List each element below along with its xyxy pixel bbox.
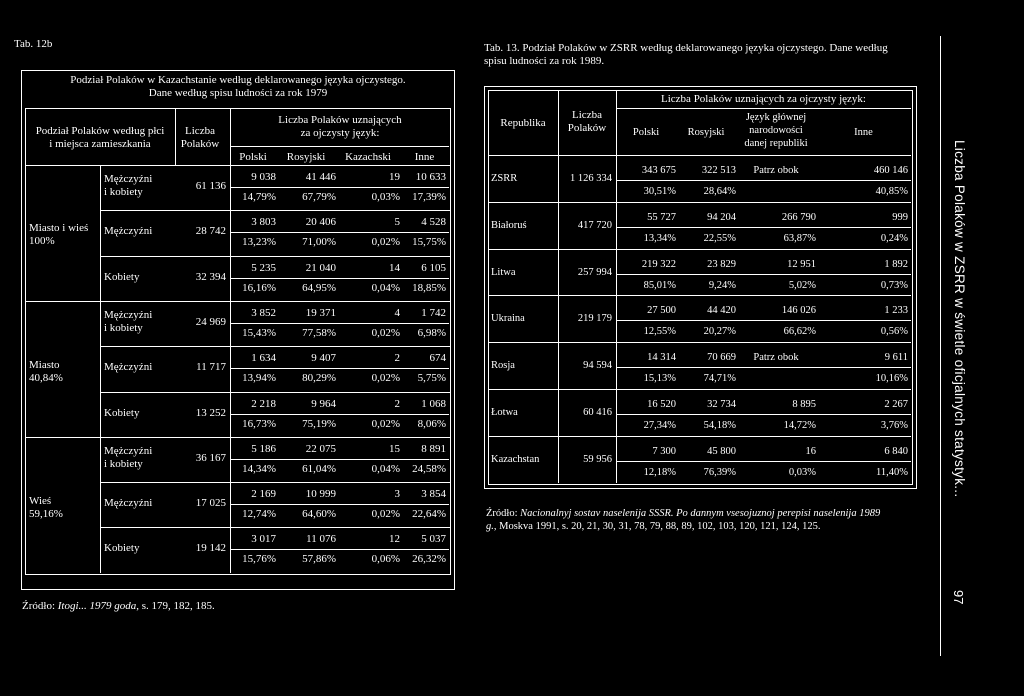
right-row-3-republic: Ukraina — [491, 313, 525, 325]
right-row-4-pct-1: 74,71% — [703, 373, 736, 385]
left-row-6-num-3: 8 891 — [421, 442, 446, 455]
right-row-4-pct-0: 15,13% — [643, 373, 676, 385]
left-row-3-pct-1: 77,58% — [302, 326, 336, 339]
left-row-1-count: 28 742 — [195, 225, 226, 238]
right-header-lang-2-line1: narodowości — [749, 125, 803, 136]
right-header-lang-1-line0: Rosyjski — [687, 127, 725, 138]
left-row-8-pct-2: 0,06% — [371, 553, 400, 566]
right-row-0-num-0: 343 675 — [641, 165, 676, 176]
right-row-6-num-2: 16 — [805, 445, 816, 457]
right-row-5-pct-3: 3,76% — [880, 420, 908, 431]
left-row-3-num-2: 4 — [394, 306, 400, 319]
left-source-italic: Itogi... 1979 goda — [57, 600, 137, 612]
right-header-lang-0-line0: Polski — [632, 127, 660, 138]
right-row-6-pct-3: 11,40% — [876, 466, 908, 478]
left-row-4-num-2: 2 — [394, 352, 400, 365]
right-source-note — [486, 507, 880, 533]
left-row-7-sex — [104, 497, 152, 510]
left-row-5-num-0: 2 218 — [251, 397, 276, 410]
left-row-3-pct-0: 15,43% — [242, 326, 276, 339]
left-row-0-num-3: 10 633 — [415, 171, 446, 183]
left-row-mid-5 — [230, 414, 449, 415]
left-row-3-sex-line0: Mężczyźni — [104, 308, 153, 321]
left-row-8-num-3: 5 037 — [421, 533, 446, 546]
left-tab-label: Tab. 12b — [14, 38, 53, 50]
left-row-2-num-2: 14 — [389, 261, 400, 274]
left-header-group-line2: za ojczysty język: — [300, 127, 380, 139]
right-row-5-count: 60 416 — [583, 407, 612, 418]
right-row-1-num-1: 94 204 — [707, 211, 736, 223]
side-divider — [940, 36, 941, 656]
right-row-3-pct-2: 66,62% — [783, 326, 816, 338]
left-row-2-sex-line0: Kobiety — [104, 270, 140, 283]
right-row-6-pct-1: 76,39% — [703, 466, 736, 478]
right-row-1-pct-3: 0,24% — [880, 232, 908, 244]
left-row-sep-0 — [100, 210, 450, 211]
left-header-group-line1: Liczba Polaków uznających — [278, 114, 402, 126]
right-row-3-num-0: 27 500 — [647, 305, 676, 317]
left-row-5-sex-line0: Kobiety — [104, 406, 140, 419]
left-row-5-pct-1: 75,19% — [302, 417, 336, 430]
left-row-4-count: 11 717 — [196, 361, 226, 374]
right-header-lang-2-line0: Język głównej — [745, 112, 807, 123]
left-row-7-pct-0: 12,74% — [242, 508, 276, 521]
left-row-1-pct-0: 13,23% — [242, 236, 276, 249]
left-row-7-pct-2: 0,02% — [371, 508, 400, 521]
right-row-sep-5 — [488, 436, 911, 437]
right-row-1-republic: Białoruś — [491, 219, 527, 231]
left-row-sep-1 — [100, 256, 450, 257]
left-header-lang-2: Kazachski — [345, 151, 391, 163]
left-row-2-pct-1: 64,95% — [302, 281, 336, 294]
right-row-sep-0 — [488, 202, 911, 203]
left-row-6-num-0: 5 186 — [251, 442, 276, 455]
right-header-col1: Republika — [500, 117, 546, 129]
left-residence-2 — [29, 495, 63, 521]
left-row-8-num-1: 11 076 — [306, 533, 336, 546]
right-header-col2-line1: Liczba — [572, 109, 602, 121]
left-row-mid-8 — [230, 549, 449, 550]
left-title-line-2: Dane według spisu ludności za rok 1979 — [148, 87, 328, 99]
right-row-6-pct-0: 12,18% — [643, 466, 676, 478]
left-residence-1-line1: Miasto — [29, 359, 60, 371]
left-row-7-count: 17 025 — [195, 497, 226, 510]
left-row-4-num-0: 1 634 — [251, 352, 276, 365]
right-row-mid-3 — [616, 320, 911, 321]
right-source-italic-2: g. — [486, 521, 494, 532]
left-row-4-sex — [104, 361, 152, 374]
left-row-7-num-1: 10 999 — [305, 488, 336, 501]
left-row-7-num-3: 3 854 — [421, 488, 446, 501]
left-residence-0-line1: Miasto i wieś — [29, 222, 89, 234]
left-row-4-num-1: 9 407 — [311, 352, 336, 365]
left-header-lang-3: Inne — [414, 151, 435, 163]
left-row-8-num-2: 12 — [389, 533, 400, 546]
left-title-line-1: Podział Polaków w Kazachstanie według deklarowanego języka ojczystego. — [70, 74, 406, 86]
left-row-0-count: 61 136 — [195, 180, 226, 192]
running-head-vertical: Liczba Polaków w ZSRR w świetle oficjalnych statystyk... — [952, 140, 967, 498]
right-row-0-num-1: 322 513 — [701, 165, 736, 176]
right-row-sep-1 — [488, 249, 911, 250]
right-row-2-pct-2: 5,02% — [788, 279, 816, 291]
left-row-6-pct-0: 14,34% — [242, 462, 276, 475]
left-row-6-pct-3: 24,58% — [412, 462, 446, 475]
left-row-7-num-0: 2 169 — [251, 488, 276, 501]
left-row-1-num-3: 4 528 — [421, 216, 446, 229]
right-row-sep-3 — [488, 342, 911, 343]
left-row-7-sex-line0: Mężczyźni — [104, 497, 153, 510]
left-row-1-pct-2: 0,02% — [371, 236, 400, 249]
right-source-italic-1: Nacionalnyj sostav naselenija SSSR. Po dannym vsesojuznoj perepisi naselenija 1989 — [520, 508, 881, 519]
left-row-3-sex-line1: i kobiety — [104, 321, 143, 334]
right-row-1-num-0: 55 727 — [647, 211, 676, 223]
left-row-1-pct-3: 15,75% — [412, 236, 446, 249]
right-title-line-2: spisu ludności za rok 1989. — [484, 55, 605, 67]
right-row-2-num-0: 219 322 — [641, 258, 676, 270]
left-row-mid-3 — [230, 323, 449, 324]
right-source-prefix: Źródło: — [486, 508, 521, 519]
right-header-group: Liczba Polaków uznających za ojczysty język: — [661, 93, 866, 105]
right-row-3-count: 219 179 — [577, 313, 612, 325]
left-row-mid-4 — [230, 368, 449, 369]
right-row-4-num-1: 70 669 — [707, 352, 736, 364]
left-row-3-num-0: 3 852 — [251, 306, 276, 319]
right-row-sep-2 — [488, 295, 911, 296]
right-source-rest: , Moskva 1991, s. 20, 21, 30, 31, 78, 79, 88, 89, 102, 103, 120, 121, 124, 125. — [493, 521, 821, 532]
right-header-lang-2-line2: danej republiki — [744, 138, 808, 149]
left-row-5-num-1: 9 964 — [311, 397, 336, 410]
right-row-3-pct-0: 12,55% — [643, 326, 676, 338]
right-row-5-num-0: 16 520 — [647, 399, 676, 410]
left-row-5-sex — [104, 407, 139, 420]
left-row-0-pct-0: 14,79% — [242, 191, 276, 203]
right-source-line-2 — [486, 520, 880, 533]
left-row-5-count: 13 252 — [195, 406, 226, 419]
right-row-4-pct-3: 10,16% — [875, 373, 908, 385]
page-number: 97 — [951, 590, 966, 605]
right-row-1-num-2: 266 790 — [781, 211, 816, 223]
right-row-sep-4 — [488, 389, 911, 390]
right-row-5-republic: Łotwa — [491, 407, 518, 418]
right-header-col2-line2: Polaków — [567, 122, 607, 134]
left-header-col2 — [175, 125, 225, 151]
left-row-0-sex-line1: i kobiety — [104, 186, 143, 198]
left-row-2-pct-3: 18,85% — [412, 281, 446, 294]
right-row-6-republic: Kazachstan — [491, 453, 540, 465]
left-residence-0 — [29, 222, 88, 248]
left-header-col1 — [25, 125, 175, 151]
right-row-1-num-3: 999 — [892, 211, 908, 223]
left-row-0-num-1: 41 446 — [305, 171, 336, 183]
left-row-8-pct-3: 26,32% — [412, 553, 446, 566]
left-row-5-num-2: 2 — [394, 397, 400, 410]
right-row-2-pct-3: 0,73% — [880, 279, 908, 291]
right-row-6-num-1: 45 800 — [707, 445, 736, 457]
left-row-6-num-2: 15 — [389, 442, 400, 455]
left-table-title — [21, 74, 455, 100]
right-row-2-pct-0: 85,01% — [643, 279, 676, 291]
left-header-col1-line1: Podział Polaków według płci — [35, 125, 165, 137]
right-source-line-1 — [486, 507, 880, 520]
left-row-6-num-1: 22 075 — [305, 442, 336, 455]
right-row-4-num-0: 14 314 — [647, 352, 676, 364]
left-row-6-pct-1: 61,04% — [302, 462, 336, 475]
left-source-rest: , s. 179, 182, 185. — [136, 600, 215, 612]
right-row-0-republic: ZSRR — [491, 173, 518, 184]
right-row-6-num-0: 7 300 — [652, 445, 676, 457]
left-row-3-count: 24 969 — [195, 315, 226, 328]
left-row-1-num-1: 20 406 — [305, 216, 336, 229]
left-row-4-num-3: 674 — [429, 352, 446, 365]
left-row-6-sex-line0: Mężczyźni — [104, 444, 153, 457]
right-table-title — [484, 42, 888, 68]
right-row-6-count: 59 956 — [583, 453, 612, 465]
left-row-6-count: 36 167 — [195, 451, 226, 464]
left-row-6-pct-2: 0,04% — [371, 462, 400, 475]
left-row-0-pct-2: 0,03% — [371, 191, 400, 203]
left-residence-2-line1: Wieś — [29, 495, 52, 507]
left-row-8-num-0: 3 017 — [251, 533, 276, 546]
left-row-2-pct-0: 16,16% — [242, 281, 276, 294]
right-row-2-num-1: 23 829 — [707, 258, 736, 270]
right-row-5-pct-1: 54,18% — [703, 420, 736, 431]
right-row-2-republic: Litwa — [491, 266, 516, 278]
left-row-4-pct-3: 5,75% — [417, 372, 446, 385]
left-row-2-sex — [104, 271, 139, 284]
right-row-4-num-3: 9 611 — [884, 352, 908, 364]
right-row-1-count: 417 720 — [577, 219, 612, 231]
left-header-group — [230, 114, 450, 140]
left-row-mid-6 — [230, 459, 449, 460]
left-row-1-num-0: 3 803 — [251, 216, 276, 229]
left-row-5-num-3: 1 068 — [421, 397, 446, 410]
right-row-mid-6 — [616, 461, 911, 462]
left-row-3-num-3: 1 742 — [421, 306, 446, 319]
left-row-7-pct-1: 64,60% — [302, 508, 336, 521]
right-row-5-num-3: 2 267 — [884, 399, 908, 410]
right-header-lang-1 — [676, 126, 736, 139]
left-source-prefix: Źródło: — [22, 600, 58, 612]
left-header-col1-line2: i miejsca zamieszkania — [49, 138, 151, 150]
right-row-3-num-1: 44 420 — [707, 305, 736, 317]
left-row-0-pct-3: 17,39% — [412, 191, 446, 203]
right-row-1-pct-0: 13,34% — [643, 232, 676, 244]
left-header-col2-line2: Polaków — [180, 138, 220, 150]
right-row-2-num-2: 12 951 — [787, 258, 816, 270]
left-row-1-sex-line0: Mężczyźni — [104, 225, 153, 238]
left-row-mid-7 — [230, 504, 449, 505]
left-row-4-pct-2: 0,02% — [371, 372, 400, 385]
right-row-2-pct-1: 9,24% — [708, 279, 736, 291]
right-row-6-pct-2: 0,03% — [788, 466, 816, 478]
right-row-1-pct-2: 63,87% — [783, 232, 816, 244]
left-row-sep-7 — [100, 527, 450, 528]
left-row-7-num-2: 3 — [394, 488, 400, 501]
left-row-6-sex — [104, 445, 152, 471]
left-row-3-num-1: 19 371 — [305, 306, 336, 319]
left-row-0-sex — [104, 173, 152, 199]
left-row-1-sex — [104, 225, 152, 238]
right-header-lang-3 — [816, 126, 911, 139]
left-row-3-pct-3: 6,98% — [417, 326, 446, 339]
right-row-4-num-2: Patrz obok — [753, 352, 799, 364]
right-row-0-count: 1 126 334 — [570, 173, 612, 184]
left-row-8-pct-1: 57,86% — [302, 553, 336, 566]
left-row-8-pct-0: 15,76% — [242, 553, 276, 566]
right-row-mid-2 — [616, 274, 911, 275]
right-header-lang-3-line0: Inne — [854, 127, 873, 138]
left-row-3-sex — [104, 309, 152, 335]
left-residence-2-line2: 59,16% — [29, 508, 63, 520]
right-row-0-pct-3: 40,85% — [875, 186, 908, 197]
left-row-2-num-0: 5 235 — [251, 261, 276, 274]
left-row-1-pct-1: 71,00% — [302, 236, 336, 249]
right-row-mid-5 — [616, 414, 911, 415]
left-row-mid-1 — [230, 232, 449, 233]
left-row-0-num-2: 19 — [389, 171, 400, 183]
left-row-2-num-3: 6 105 — [421, 261, 446, 274]
right-row-mid-4 — [616, 367, 911, 368]
right-row-5-num-2: 8 895 — [792, 399, 816, 410]
right-row-mid-0 — [616, 180, 911, 181]
left-residence-1-line2: 40,84% — [29, 372, 63, 384]
left-row-sep-3 — [100, 346, 450, 347]
right-row-0-num-2: Patrz obok — [753, 165, 799, 176]
right-row-mid-1 — [616, 227, 911, 228]
right-row-5-num-1: 32 734 — [707, 399, 736, 410]
left-residence-0-line2: 100% — [29, 235, 55, 247]
right-row-3-pct-1: 20,27% — [703, 326, 736, 338]
left-residence-1 — [29, 359, 63, 385]
left-row-8-sex-line0: Kobiety — [104, 542, 140, 555]
left-row-1-num-2: 5 — [394, 216, 400, 229]
right-header-col2 — [558, 109, 616, 135]
left-row-mid-2 — [230, 278, 449, 279]
right-row-4-republic: Rosja — [491, 360, 515, 372]
left-row-8-count: 19 142 — [195, 542, 226, 555]
right-row-0-pct-1: 28,64% — [703, 186, 736, 197]
left-row-2-count: 32 394 — [195, 270, 226, 283]
right-row-3-pct-3: 0,56% — [880, 326, 908, 338]
right-row-0-pct-0: 30,51% — [643, 186, 676, 197]
right-row-1-pct-1: 22,55% — [703, 232, 736, 244]
left-row-6-sex-line1: i kobiety — [104, 457, 143, 470]
left-row-sep-6 — [100, 482, 450, 483]
left-row-4-pct-0: 13,94% — [242, 372, 276, 385]
left-row-5-pct-3: 8,06% — [417, 417, 446, 430]
left-row-mid-0 — [230, 187, 449, 188]
left-row-5-pct-2: 0,02% — [371, 417, 400, 430]
right-row-6-num-3: 6 840 — [884, 445, 908, 457]
left-row-sep-4 — [100, 392, 450, 393]
left-row-0-pct-1: 67,79% — [302, 191, 336, 203]
left-header-col2-line1: Liczba — [185, 125, 215, 137]
left-row-2-num-1: 21 040 — [305, 261, 336, 274]
left-row-7-pct-3: 22,64% — [412, 508, 446, 521]
left-row-0-num-0: 9 038 — [251, 171, 276, 183]
left-row-8-sex — [104, 542, 139, 555]
right-row-5-pct-2: 14,72% — [783, 420, 816, 431]
left-row-0-sex-line0: Mężczyźni — [104, 173, 153, 185]
left-row-4-pct-1: 80,29% — [302, 372, 336, 385]
right-header-lang-2 — [736, 111, 816, 150]
left-row-4-sex-line0: Mężczyźni — [104, 361, 153, 374]
right-row-5-pct-0: 27,34% — [643, 420, 676, 431]
left-row-2-pct-2: 0,04% — [371, 281, 400, 294]
left-header-lang-1: Rosyjski — [286, 151, 326, 163]
right-title-line-1: Tab. 13. Podział Polaków w ZSRR według deklarowanego języka ojczystego. Dane według — [484, 42, 888, 54]
left-header-lang-0: Polski — [239, 151, 267, 163]
right-row-2-num-3: 1 892 — [884, 258, 908, 270]
left-row-3-pct-2: 0,02% — [371, 326, 400, 339]
left-row-5-pct-0: 16,73% — [242, 417, 276, 430]
right-header-lang-0 — [616, 126, 676, 139]
right-row-3-num-3: 1 233 — [884, 305, 908, 317]
right-row-2-count: 257 994 — [577, 266, 612, 278]
right-row-3-num-2: 146 026 — [781, 305, 816, 317]
left-source-note — [22, 600, 215, 613]
right-row-4-count: 94 594 — [583, 360, 612, 372]
right-row-0-num-3: 460 146 — [873, 165, 908, 176]
